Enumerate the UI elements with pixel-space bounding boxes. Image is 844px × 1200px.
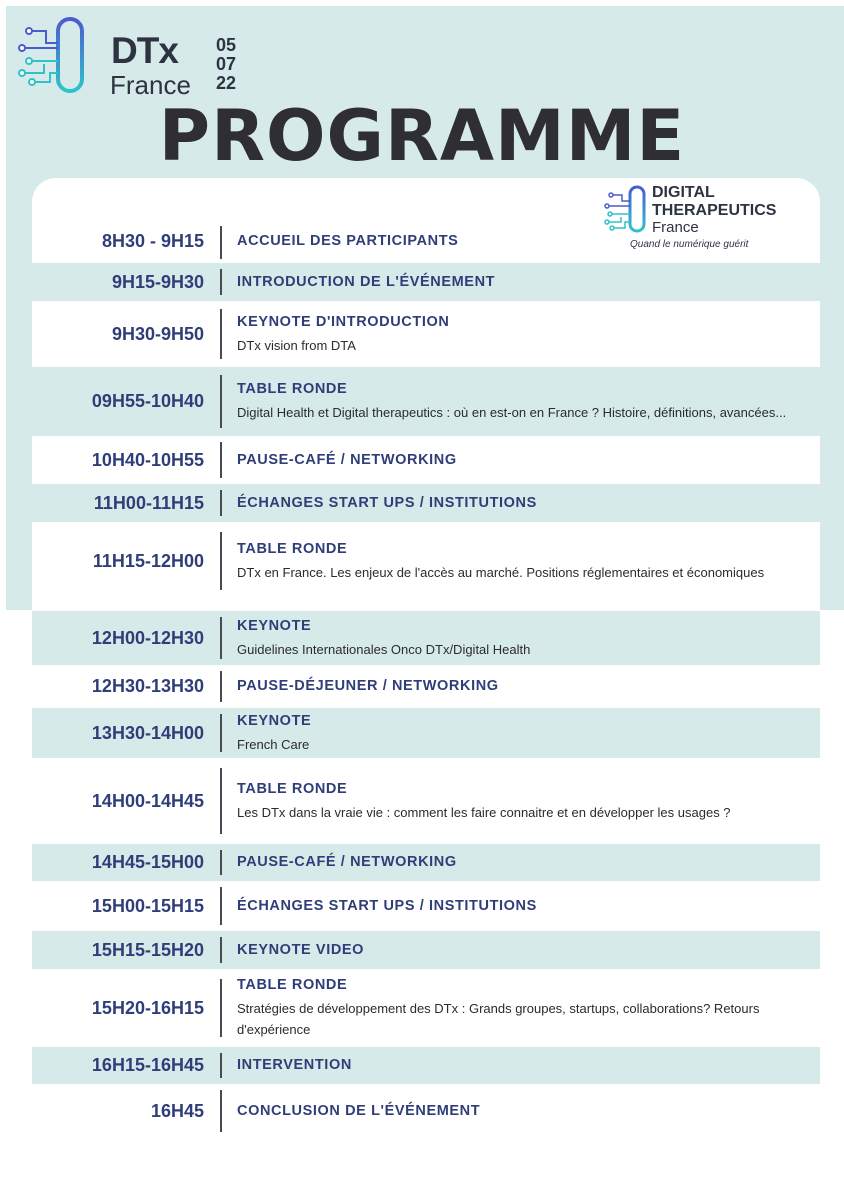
event-logo <box>18 16 248 100</box>
row-divider <box>220 226 222 259</box>
schedule-description: Digital Health et Digital therapeutics : où en est-on en France ? Histoire, définitions, avancées... <box>237 405 787 420</box>
schedule-time: 12H00-12H30 <box>91 627 204 648</box>
row-divider <box>220 937 222 963</box>
schedule-time: 09H55-10H40 <box>91 391 204 411</box>
row-divider <box>220 979 222 1037</box>
schedule-row <box>32 1084 820 1138</box>
partner-logo-line3: France <box>652 219 699 236</box>
partner-logo-line1: DIGITAL <box>652 184 715 201</box>
schedule-time: 16H15-16H45 <box>91 1055 204 1075</box>
schedule-description: DTx en France. Les enjeux de l'accès au marché. Positions réglementaires et économiques <box>237 564 765 580</box>
schedule-time: 15H20-16H15 <box>91 997 204 1018</box>
schedule-row <box>32 969 820 1047</box>
schedule-time: 16H45 <box>150 1100 204 1121</box>
schedule-row <box>32 484 820 522</box>
schedule-time: 9H30-9H50 <box>111 323 204 344</box>
schedule-description: Guidelines Internationales Onco DTx/Digital Health <box>237 641 531 657</box>
schedule-row <box>32 881 820 931</box>
page-title: PROGRAMME <box>158 95 686 177</box>
schedule-row <box>32 367 820 436</box>
partner-logo-tagline: Quand le numérique guérit <box>630 239 749 250</box>
schedule-title: TABLE RONDE <box>237 540 348 557</box>
row-divider <box>220 887 222 925</box>
schedule-time: 11H15-12H00 <box>92 550 204 571</box>
schedule-row <box>32 665 820 708</box>
schedule-time: 15H00-15H15 <box>91 895 204 916</box>
schedule-row <box>32 611 820 665</box>
dtx-pill-icon <box>18 16 108 96</box>
schedule-row <box>32 931 820 969</box>
schedule-time: 15H15-15H20 <box>91 939 204 960</box>
schedule-title: PAUSE-CAFÉ / NETWORKING <box>237 854 457 870</box>
row-divider <box>220 490 222 516</box>
event-date <box>216 36 236 93</box>
schedule-row <box>32 758 820 844</box>
row-divider <box>220 850 222 875</box>
schedule-time: 13H30-14H00 <box>91 722 204 743</box>
schedule-row <box>32 522 820 600</box>
event-date-year: 22 <box>216 73 237 94</box>
event-logo-name: DTx <box>111 30 178 71</box>
schedule-row <box>32 301 820 367</box>
schedule-title: TABLE RONDE <box>237 977 348 993</box>
row-divider <box>220 532 222 590</box>
schedule-row <box>32 436 820 484</box>
row-divider <box>220 269 222 295</box>
schedule-time: 14H00-14H45 <box>91 790 204 811</box>
event-logo-country: France <box>110 70 191 100</box>
schedule-row <box>32 844 820 881</box>
row-divider <box>220 671 222 702</box>
row-divider <box>220 617 222 659</box>
event-date-month: 07 <box>216 54 237 75</box>
schedule-title: CONCLUSION DE L'ÉVÉNEMENT <box>237 1102 481 1119</box>
schedule-description: DTx vision from DTA <box>237 337 356 353</box>
schedule-title: KEYNOTE D'INTRODUCTION <box>237 313 450 330</box>
schedule-time: 12H30-13H30 <box>91 676 204 696</box>
schedule-title: KEYNOTE VIDEO <box>237 941 365 958</box>
schedule-title: KEYNOTE <box>237 617 312 634</box>
schedule-row <box>32 220 820 263</box>
schedule-description: Stratégies de développement des DTx : Grands groupes, startups, collaborations? Retours d'expérience <box>237 1001 760 1037</box>
schedule-time: 9H15-9H30 <box>111 271 204 292</box>
schedule-time: 8H30 - 9H15 <box>101 231 204 251</box>
schedule-title: PAUSE-CAFÉ / NETWORKING <box>237 451 457 468</box>
schedule-time: 14H45-15H00 <box>91 852 204 872</box>
schedule-time: 11H00-11H15 <box>93 492 204 513</box>
schedule-title: INTRODUCTION DE L'ÉVÉNEMENT <box>237 273 496 290</box>
schedule-time: 10H40-10H55 <box>91 449 204 470</box>
schedule-row <box>32 1047 820 1084</box>
schedule-title: INTERVENTION <box>237 1057 352 1073</box>
schedule-title: ÉCHANGES START UPS / INSTITUTIONS <box>237 494 537 511</box>
schedule-title: ÉCHANGES START UPS / INSTITUTIONS <box>237 897 537 914</box>
schedule-title: TABLE RONDE <box>237 381 348 397</box>
schedule-title: TABLE RONDE <box>237 780 348 797</box>
row-divider <box>220 714 222 752</box>
schedule-row <box>32 708 820 758</box>
row-divider <box>220 1053 222 1078</box>
row-divider <box>220 768 222 834</box>
schedule-row <box>32 263 820 301</box>
schedule-title: KEYNOTE <box>237 712 312 729</box>
row-divider <box>220 1090 222 1132</box>
partner-logo-line2: THERAPEUTICS <box>652 202 777 219</box>
schedule-title: ACCUEIL DES PARTICIPANTS <box>237 233 459 249</box>
schedule-description: French Care <box>237 736 310 752</box>
row-divider <box>220 442 222 478</box>
row-divider <box>220 375 222 428</box>
event-date-day: 05 <box>216 35 237 55</box>
row-divider <box>220 309 222 359</box>
schedule-description: Les DTx dans la vraie vie : comment les faire connaitre et en développer les usages ? <box>237 804 731 820</box>
schedule-title: PAUSE-DÉJEUNER / NETWORKING <box>237 678 499 694</box>
